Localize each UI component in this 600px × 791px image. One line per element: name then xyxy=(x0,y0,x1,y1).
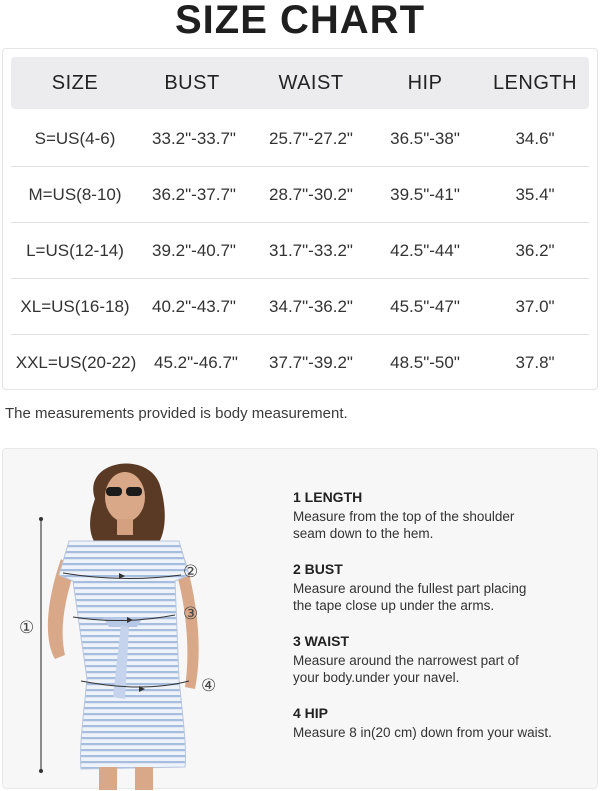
cell-waist: 25.7"-27.2" xyxy=(269,129,353,148)
cell-size: S=US(4-6) xyxy=(34,129,116,148)
cell-hip: 36.5"-38" xyxy=(390,129,460,148)
instruction-heading: 3 WAIST xyxy=(293,633,350,649)
instruction-heading: 4 HIP xyxy=(293,705,329,721)
measurement-guide xyxy=(2,448,598,789)
header-bust: BUST xyxy=(164,72,220,94)
header-waist: WAIST xyxy=(278,72,344,94)
instruction-hip xyxy=(293,705,593,741)
marker-2: ② xyxy=(183,562,199,582)
instruction-line: the tape close up under the arms. xyxy=(293,598,495,613)
cell-length: 35.4" xyxy=(515,185,555,204)
marker-4: ④ xyxy=(201,676,217,696)
cell-waist: 34.7"-36.2" xyxy=(269,297,353,316)
cell-length: 37.8" xyxy=(515,353,555,372)
cell-hip: 42.5"-44" xyxy=(390,241,460,260)
cell-size: L=US(12-14) xyxy=(26,241,124,260)
table-row xyxy=(11,167,589,223)
cell-size: XL=US(16-18) xyxy=(20,297,130,316)
cell-bust: 45.2"-46.7" xyxy=(154,353,238,372)
cell-waist: 28.7"-30.2" xyxy=(269,185,353,204)
marker-3: ③ xyxy=(183,604,199,624)
header-hip: HIP xyxy=(407,72,443,94)
instruction-heading: 1 LENGTH xyxy=(293,489,363,505)
face-shape xyxy=(105,472,145,522)
cell-waist: 31.7"-33.2" xyxy=(269,241,353,260)
instruction-line: Measure around the narrowest part of xyxy=(293,653,519,668)
instruction-heading: 2 BUST xyxy=(293,561,343,577)
instruction-bust xyxy=(293,561,593,614)
cell-hip: 48.5"-50" xyxy=(390,353,460,372)
table-row xyxy=(11,223,589,279)
cell-length: 34.6" xyxy=(515,129,555,148)
cell-size: XXL=US(20-22) xyxy=(15,353,137,372)
instruction-line: your body.under your navel. xyxy=(293,670,460,685)
header-size: SIZE xyxy=(51,72,99,94)
cell-hip: 39.5"-41" xyxy=(390,185,460,204)
table-row xyxy=(11,279,589,335)
instruction-line: Measure 8 in(20 cm) down from your waist. xyxy=(293,725,552,740)
cell-hip: 45.5"-47" xyxy=(390,297,460,316)
model-figure xyxy=(3,449,243,790)
cell-waist: 37.7"-39.2" xyxy=(269,353,353,372)
cell-bust: 39.2"-40.7" xyxy=(152,241,236,260)
cell-bust: 36.2"-37.7" xyxy=(152,185,236,204)
size-table xyxy=(2,48,598,390)
instruction-length xyxy=(293,489,593,542)
instruction-line: Measure from the top of the shoulder xyxy=(293,509,515,524)
sunglasses-icon xyxy=(106,487,122,496)
cell-bust: 33.2"-33.7" xyxy=(152,129,236,148)
page-title: SIZE CHART xyxy=(175,0,425,42)
table-row xyxy=(11,111,589,167)
cell-bust: 40.2"-43.7" xyxy=(152,297,236,316)
instruction-line: seam down to the hem. xyxy=(293,526,434,541)
table-header xyxy=(11,57,589,109)
cell-size: M=US(8-10) xyxy=(28,185,122,204)
marker-1: ① xyxy=(19,618,35,638)
instruction-line: Measure around the fullest part placing xyxy=(293,581,527,596)
instruction-waist xyxy=(293,633,593,686)
header-length: LENGTH xyxy=(492,72,578,94)
table-row xyxy=(11,335,589,391)
cell-length: 36.2" xyxy=(515,241,555,260)
cell-length: 37.0" xyxy=(515,297,555,316)
measurement-note: The measurements provided is body measurement. xyxy=(5,405,348,422)
